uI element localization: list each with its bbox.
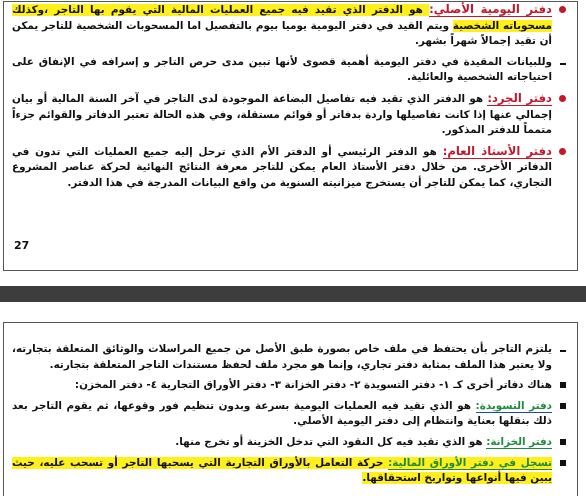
bullet-icon <box>559 6 566 13</box>
highlighted-text: هو الدفتر الذي تقيد فيه جميع العمليات المالية التي يقوم بها التاجر ،وكذلك مسحوباته الشخصية <box>12 4 552 32</box>
paragraph-text: هو الذي تقيد فيه العمليات اليومية بسرعة وبدون تنظيم فور وقوعها، ثم يقوم التاجر بعد ذلك بنقلها بعناية وانتظام إلى دفتر اليومية الأصلي. <box>12 399 552 428</box>
list-item <box>12 55 566 86</box>
paragraph-text: هناك دفاتر أخرى كـ ١- دفتر التسويدة ٢- دفتر الخزانة ٣- دفتر الأوراق التجارية ٤- دفتر المخزن: <box>74 379 552 392</box>
term-heading: دفتر الأستاذ العام: <box>442 143 553 158</box>
list-item <box>12 378 566 394</box>
page-separator <box>0 286 586 302</box>
bullet-icon <box>559 148 566 155</box>
paragraph-text: يلتزم التاجر بأن يحتفظ في ملف خاص بصورة طبق الأصل من جميع المراسلات والوثائق المتعلقة بتجارته، ولا يعتبر هذا الملف بمثابة دفتر تجاري، وإنما هو مجرد ملف لحفظ مستندات التاجر المتعلقة بتجارته. <box>12 343 552 371</box>
paragraph-text: هو الذي تقيد فيه كل النقود التي تدخل الخزينة أو تخرج منها. <box>175 435 487 448</box>
term-heading: تسجل في دفتر الأوراق المالية: <box>388 456 552 469</box>
paragraph-text: ويتم القيد في دفتر اليومية يوميا بيوم بالتفصيل اما المسحوبات الشخصية للتاجر يمكن أن تقيد إجمالاً شهراً بشهر. <box>12 19 552 48</box>
list-item <box>12 456 566 487</box>
list-item <box>12 91 566 139</box>
list-item <box>12 435 566 451</box>
paragraph-text: هو الدفتر الذي تقيد فيه تفاصيل البضاعة الموجودة لدى التاجر في آخر السنة المالية أو بيان إجمالي عنها إذا كانت تفاصيلها واردة بدفاتر أو قوائم مستقلة، وفي هذه الحالة تعتبر الدفاتر والقوائم جزءاً متمماً للدفتر المذكور. <box>12 92 552 137</box>
square-bullet-icon <box>560 460 566 466</box>
list-item <box>12 399 566 430</box>
list-item <box>12 342 566 373</box>
dash-bullet-icon <box>560 350 566 352</box>
bullet-icon <box>559 95 566 102</box>
square-bullet-icon <box>560 403 566 409</box>
highlighted-text: حركة التعامل بالأوراق التجارية التي يسحبها التاجر أو تسحب عليه، حيث يبين فيها أنواعها وتواريخ استحقاقها. <box>12 456 552 485</box>
term-heading: دفتر الخزانة: <box>486 435 552 448</box>
square-bullet-icon <box>560 439 566 445</box>
list-item <box>12 144 566 192</box>
paragraph-text: وللبيانات المقيدة في دفتر اليومية أهمية قصوى لأنها تبين مدى حرص التاجر و إسرافه في الإنفاق على احتياجاته الشخصية والعائلية. <box>12 55 552 84</box>
term-heading: دفتر الجرد: <box>487 90 552 105</box>
square-bullet-icon <box>560 382 566 388</box>
page-content <box>12 2 566 197</box>
document-page-bottom <box>0 314 586 496</box>
term-heading: دفتر التسويدة: <box>475 399 552 412</box>
page-number: 27 <box>14 239 30 252</box>
paragraph-text: هو الدفتر الرئيسي أو الدفتر الأم الذي ترحل إليه جميع العمليات التي تدون في الدفاتر الأخرى. من خلال دفتر الأستاذ العام يمكن للتاجر معرفة النتائج النهائية لحركة عناصر المشروع التجاري، كما يمكن للتاجر أن يستخرج ميزانيته السنوية من واقع البيانات المدرجة في هذا الدفتر. <box>12 145 552 189</box>
list-item <box>12 2 566 50</box>
dash-bullet-icon <box>560 63 566 65</box>
term-heading: دفتر اليومية الأصلي: <box>429 2 552 16</box>
page-content <box>12 342 566 492</box>
